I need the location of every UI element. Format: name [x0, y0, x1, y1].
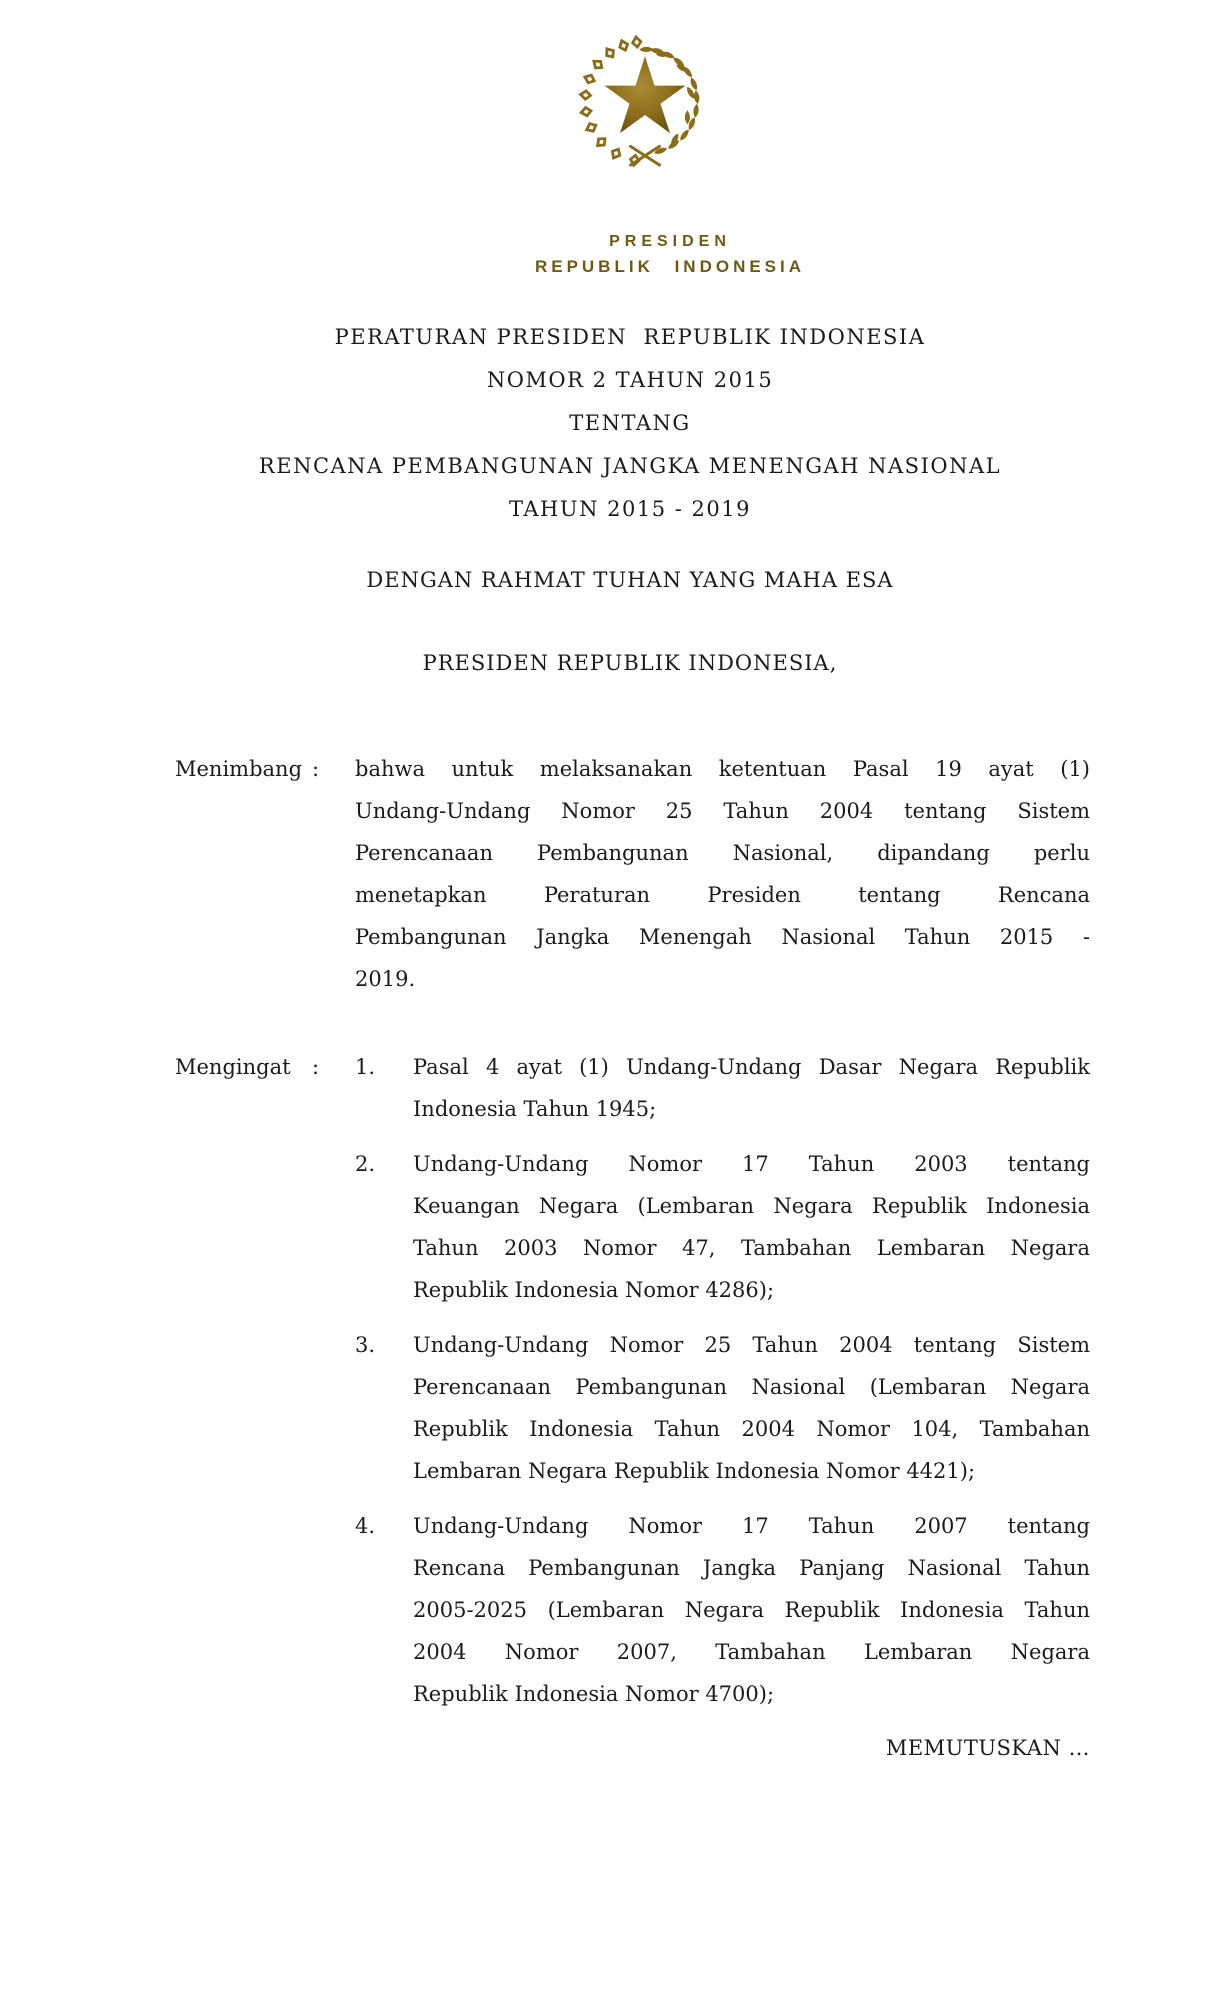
paragraph-line: Keuangan Negara (Lembaran Negara Republik Indonesia	[413, 1194, 1090, 1218]
list-item	[355, 1505, 1090, 1715]
item-number: 2.	[355, 1152, 376, 1176]
title-line-years: TAHUN 2015 - 2019	[509, 497, 751, 521]
title-line-number: NOMOR 2 TAHUN 2015	[486, 368, 774, 392]
list-item	[355, 1324, 1090, 1492]
letterhead	[58, 230, 1224, 280]
paragraph-line: Lembaran Negara Republik Indonesia Nomor 4421);	[413, 1459, 976, 1483]
title-line-subject: RENCANA PEMBANGUNAN JANGKA MENENGAH NASIONAL	[258, 454, 1002, 478]
paragraph-line: Republik Indonesia Nomor 4286);	[413, 1278, 775, 1302]
mengingat-colon: :	[312, 1055, 320, 1079]
item-number: 4.	[355, 1514, 376, 1538]
star-icon	[605, 56, 686, 133]
paragraph-line: Republik Indonesia Nomor 4700);	[413, 1682, 775, 1706]
item-number: 1.	[355, 1055, 376, 1079]
item-text	[413, 1046, 1090, 1130]
paragraph-line: Undang-Undang Nomor 25 Tahun 2004 tentang Sistem	[413, 1333, 1090, 1357]
paragraph-line: Pasal 4 ayat (1) Undang-Undang Dasar Negara Republik	[413, 1055, 1090, 1079]
paragraph-line: Perencanaan Pembangunan Nasional (Lembaran Negara	[413, 1375, 1090, 1399]
paragraph-line: 2019.	[355, 967, 416, 991]
mengingat-section	[175, 1046, 1090, 1715]
title-line-tentang: TENTANG	[569, 411, 691, 435]
presidential-seal	[560, 18, 730, 188]
list-item	[355, 1143, 1090, 1311]
paragraph-line: Undang-Undang Nomor 17 Tahun 2003 tentang	[413, 1152, 1090, 1176]
paragraph-line: Perencanaan Pembangunan Nasional, dipandang perlu	[355, 841, 1090, 865]
letterhead-presiden: PRESIDEN	[609, 233, 731, 250]
menimbang-section	[175, 748, 1090, 1000]
menimbang-colon: :	[312, 757, 320, 781]
invocation-line: DENGAN RAHMAT TUHAN YANG MAHA ESA	[366, 568, 894, 592]
paragraph-line: 2005-2025 (Lembaran Negara Republik Indonesia Tahun	[413, 1598, 1090, 1622]
paragraph-line: Indonesia Tahun 1945;	[413, 1097, 657, 1121]
mengingat-label: Mengingat	[175, 1055, 291, 1079]
title-line-regulation: PERATURAN PRESIDEN REPUBLIK INDONESIA	[334, 325, 926, 349]
authority-line: PRESIDEN REPUBLIK INDONESIA,	[422, 651, 838, 675]
menimbang-paragraph	[355, 748, 1090, 1000]
list-item	[355, 1046, 1090, 1130]
paragraph-line: Republik Indonesia Tahun 2004 Nomor 104, Tambahan	[413, 1417, 1090, 1441]
item-text	[413, 1143, 1090, 1311]
paragraph-line: Rencana Pembangunan Jangka Panjang Nasional Tahun	[413, 1556, 1090, 1580]
paragraph-line: Undang-Undang Nomor 25 Tahun 2004 tentang Sistem	[355, 799, 1090, 823]
paragraph-line: Undang-Undang Nomor 17 Tahun 2007 tentang	[413, 1514, 1090, 1538]
mengingat-list	[355, 1046, 1090, 1715]
item-number: 3.	[355, 1333, 376, 1357]
paragraph-line: menetapkan Peraturan Presiden tentang Rencana	[355, 883, 1090, 907]
letterhead-republik-indonesia: REPUBLIK INDONESIA	[534, 257, 806, 276]
paragraph-line: bahwa untuk melaksanakan ketentuan Pasal 19 ayat (1)	[355, 757, 1090, 781]
paragraph-line: 2004 Nomor 2007, Tambahan Lembaran Negara	[413, 1640, 1090, 1664]
item-text	[413, 1324, 1090, 1492]
paragraph-line: Pembangunan Jangka Menengah Nasional Tahun 2015 -	[355, 925, 1090, 949]
menimbang-label: Menimbang	[175, 757, 303, 781]
document-body	[175, 748, 1090, 1769]
paragraph-line: Tahun 2003 Nomor 47, Tambahan Lembaran Negara	[413, 1236, 1090, 1260]
catchword-memutuskan: MEMUTUSKAN …	[885, 1736, 1090, 1760]
document-title	[166, 316, 1094, 531]
item-text	[413, 1505, 1090, 1715]
